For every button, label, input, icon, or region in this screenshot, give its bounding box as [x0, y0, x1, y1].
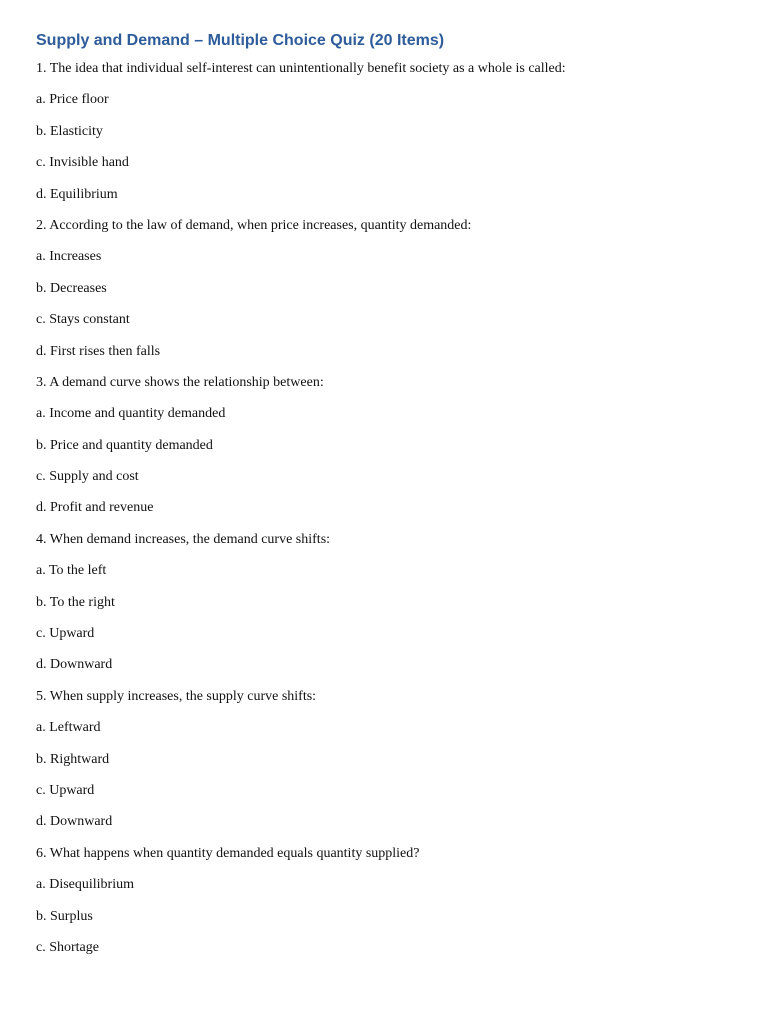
question-4 — [36, 529, 736, 686]
question-text: 1. The idea that individual self-interest can unintentionally benefit society as a whole is called: — [36, 61, 566, 76]
question-1 — [36, 58, 736, 215]
answer-option: a. Income and quantity demanded — [36, 406, 226, 422]
answer-option: c. Upward — [36, 626, 95, 642]
question-text: 3. A demand curve shows the relationship between: — [36, 374, 324, 390]
answer-option: b. Elasticity — [36, 123, 103, 139]
answer-option: c. Stays constant — [36, 312, 130, 328]
question-text: 5. When supply increases, the supply curve shifts: — [36, 688, 317, 704]
answer-option: d. Profit and revenue — [36, 500, 154, 516]
answer-option: a. Price floor — [36, 92, 109, 108]
answer-option: a. Increases — [36, 249, 102, 265]
answer-option: c. Supply and cost — [36, 469, 139, 485]
document-page — [36, 28, 736, 968]
question-3 — [36, 372, 736, 529]
answer-option: d. Equilibrium — [36, 186, 118, 202]
question-5 — [36, 686, 736, 843]
answer-option: c. Invisible hand — [36, 155, 129, 171]
answer-option: a. Disequilibrium — [36, 877, 134, 893]
answer-option: d. First rises then falls — [36, 343, 161, 359]
question-text: 4. When demand increases, the demand curve shifts: — [36, 531, 331, 547]
answer-option: b. Price and quantity demanded — [36, 437, 213, 453]
answer-option: a. Leftward — [36, 720, 101, 736]
document-title: Supply and Demand – Multiple Choice Quiz (20 Items) — [36, 32, 445, 49]
answer-option: c. Upward — [36, 782, 95, 798]
answer-option: d. Downward — [36, 657, 113, 673]
question-text: 2. According to the law of demand, when price increases, quantity demanded: — [36, 217, 472, 233]
answer-option: c. Shortage — [36, 939, 99, 955]
answer-option: a. To the left — [36, 563, 107, 579]
answer-option: b. Surplus — [36, 908, 93, 924]
question-text: 6. What happens when quantity demanded equals quantity supplied? — [36, 845, 420, 861]
question-6 — [36, 843, 736, 969]
answer-option: b. To the right — [36, 594, 115, 610]
question-2 — [36, 215, 736, 372]
answer-option: d. Downward — [36, 814, 113, 830]
answer-option: b. Rightward — [36, 751, 110, 767]
answer-option: b. Decreases — [36, 280, 107, 296]
